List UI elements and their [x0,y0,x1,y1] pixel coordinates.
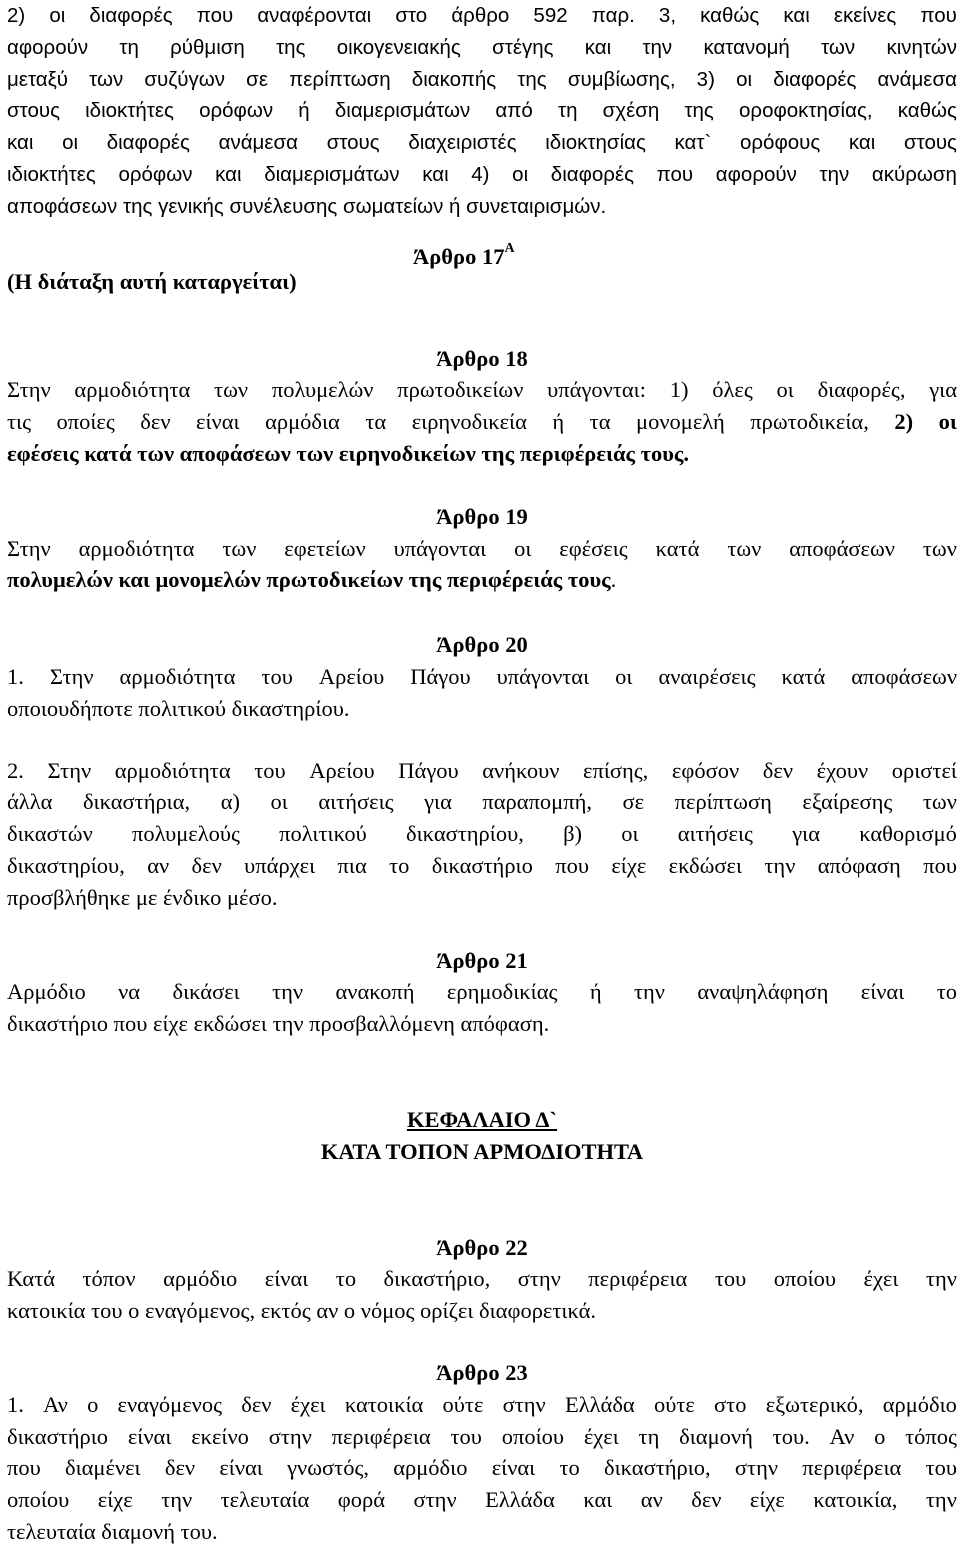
word: Πάγου [410,663,471,689]
word: αποφάσεων [789,535,895,561]
word: και [583,1487,613,1513]
word: όλες [712,377,753,403]
text-line [7,1484,957,1516]
word: απόφαση [817,852,901,878]
word: οι [621,821,639,847]
word: Ελλάδα [564,1391,635,1417]
word: δεν [191,852,222,878]
word: ούτε [442,1391,484,1417]
word: ακύρωση [871,162,957,186]
word: ερημοδικίας [446,979,558,1005]
word: φορά [337,1487,386,1513]
word: παραπομπή, [482,789,592,815]
word: Στην [49,663,94,689]
text-line: κατοικία του ο εναγόμενος, εκτός αν ο νόμος ορίζει διαφορετικά. [7,1298,597,1324]
text-line [7,786,957,818]
text-line: τελευταία διαμονή του. [7,1518,218,1544]
word: ορόφων [118,162,193,186]
word: ο [87,1391,99,1417]
word: 4) [471,162,490,186]
word: είχε [611,852,647,878]
word: ή [298,99,310,123]
word: διακοπής [411,67,497,91]
word: δεν [691,1487,722,1513]
word: καθώς [897,99,957,123]
word: έχει [583,1423,619,1449]
word: αρμοδιότητα [119,663,236,689]
word: στους [7,99,60,123]
word: κατά [781,663,826,689]
word: 1. [7,1391,24,1417]
word: αιτήσεις [318,789,394,815]
text-line [7,533,957,565]
word: δεν [762,757,794,783]
word: υπάγονται [393,535,487,561]
word: στην [517,1266,561,1292]
word: των [821,35,856,59]
word: το [335,1266,357,1292]
word: το [936,979,957,1005]
word: 1. [7,663,24,689]
word: σε [622,789,645,815]
article-heading: Άρθρο 18 [436,345,528,371]
word: τη [119,35,139,59]
word: για [792,821,820,847]
word: ιδιοκτήτες [7,162,96,186]
word: δικαστήριο [431,852,533,878]
text-line: οποιουδήποτε πολιτικού δικαστηρίου. [7,695,350,721]
word: το [389,852,410,878]
word: αναιρέσεις [658,663,756,689]
word: 2) [7,4,26,27]
word: καθορισμό [859,821,957,847]
word: στην [734,1455,779,1481]
word: την [634,979,665,1005]
word: στους [903,131,957,155]
word: είχε [749,1487,785,1513]
word: εξωτερικό, [765,1391,864,1417]
word: περιφέρεια [588,1266,688,1292]
word: της [684,99,714,123]
article-22 [7,1232,957,1327]
word: αρμοδιότητα [114,757,231,783]
word: του [261,663,293,689]
word: την [925,1487,957,1513]
text-line [7,976,957,1008]
word: κινητών [886,35,957,59]
chapter-title: ΚΕΦΑΛΑΙΟ Δ` [406,1106,558,1132]
word: υπάρχει [244,852,316,878]
word: διαμένει [64,1455,141,1481]
word: που [923,852,957,878]
article-heading: Άρθρο 19 [436,503,528,529]
word: τόπον [82,1266,136,1292]
text-line [7,1452,957,1484]
word: οι [49,4,66,27]
word: εφετείων [284,535,366,561]
word: Αρείου [318,663,385,689]
article-19 [7,501,957,596]
word: και [848,131,876,155]
word: ειρηνοδικεία [411,409,527,435]
word: αιτήσεις [677,821,753,847]
word: Αρμόδιο [7,979,86,1005]
word: να [118,979,141,1005]
word: Αν [43,1391,68,1417]
text-line: αποφάσεων της γενικής συνέλευσης σωματείων ή συνεταιρισμών. [7,194,607,218]
text-line: προσβλήθηκε με ένδικο μέσο. [7,884,278,910]
word: ιδιοκτήτες [85,99,174,123]
article-17 [7,237,957,343]
word: διαφορές, [817,377,906,403]
text-line [7,755,957,787]
word: του [925,1455,957,1481]
word: έχει [290,1391,326,1417]
document-page [7,0,957,1548]
word: αν [640,1487,663,1513]
word: στο [714,1391,747,1417]
word: την [642,35,673,59]
word: κατά [655,535,700,561]
word: την [272,979,304,1005]
word: των [214,377,249,403]
text-line [7,406,957,438]
word: δικάσει [172,979,240,1005]
word: στην [502,1391,546,1417]
word: αποφάσεων [851,663,957,689]
word: στο [395,4,428,27]
word: αναφέρονται [257,4,372,27]
word: τη [638,1423,660,1449]
word: διαμερισμάτων [264,162,400,186]
word: οποίου [501,1423,565,1449]
word: 2. [7,757,24,783]
word: αρμοδιότητα [78,535,195,561]
text-line [7,661,957,693]
word: ή [552,409,565,435]
word: αναψηλάφηση [697,979,829,1005]
text-line [7,374,957,406]
word: Στην [7,535,51,561]
word: έχουν [816,757,869,783]
word: την [764,852,796,878]
word: την [925,1266,957,1292]
word: των [922,535,957,561]
word: είχε [97,1487,133,1513]
word: δεν [140,409,171,435]
word: του [254,757,286,783]
word: οι [776,377,794,403]
word: διαμονή [679,1423,753,1449]
word: κατοικία [344,1391,424,1417]
chapter-subtitle: ΚΑΤΑ ΤΟΠΟΝ ΑΡΜΟΔΙΟΤΗΤΑ [320,1138,644,1164]
word: υπάγονται [496,663,590,689]
word: δεν [241,1391,272,1417]
word: οποίου [773,1266,837,1292]
word: τις [7,409,32,435]
word: ή [589,979,602,1005]
word: δεν [164,1455,196,1481]
word: άρθρο [451,4,510,27]
article-heading: Άρθρο 21 [436,947,528,973]
word: τα [589,409,611,435]
word: ορόφων [199,99,274,123]
word: οι [736,67,753,91]
word: ο [874,1423,886,1449]
word: της [517,67,547,91]
word: διαφορές [89,4,173,27]
word: εκείνο [191,1423,249,1449]
text-line [7,0,957,32]
word: αρμοδιότητα [74,377,191,403]
text-line: εφέσεις κατά των αποφάσεων των ειρηνοδικείων της περιφέρειάς τους. [7,440,690,466]
word: στους [326,131,380,155]
word: έχει [863,1266,899,1292]
word: β) [563,821,583,847]
word: δικαστηρίου, [7,852,125,878]
word: πολιτικού [279,821,367,847]
word: τη [557,99,578,123]
article-21 [7,945,957,1040]
article-23 [7,1357,957,1548]
word: που [7,1455,41,1481]
word: εξαίρεσης [802,789,893,815]
word: της [276,35,306,59]
word: αρμόδια [265,409,340,435]
word: τόπος [905,1423,957,1449]
word: οριστεί [891,757,957,783]
word: εναγόμενος [117,1391,222,1417]
word: τα [365,409,387,435]
word: αφορούν [7,35,89,59]
article-heading: Άρθρο 20 [436,632,528,658]
word: ρύθμιση [170,35,245,59]
article-18 [7,343,957,470]
text-line: πολυμελών και μονομελών πρωτοδικείων της περιφέρειάς τους . [7,567,617,593]
word: δικαστήριο, [383,1266,491,1292]
word: α) [220,789,240,815]
word: οροφοκτησίας, [739,99,873,123]
word: στην [268,1423,312,1449]
word: δικαστήριο [7,1423,109,1449]
word: σε [246,67,268,91]
word: οι [615,663,633,689]
word: παρ. [591,4,635,27]
word: και [783,4,810,27]
text-line [7,159,957,191]
word: την [819,162,850,186]
word: δικαστήρια, [82,789,191,815]
word: αρμόδιο [393,1455,468,1481]
word: και [422,162,449,186]
word: του. [772,1423,810,1449]
word: καθώς [700,4,760,27]
word: κατοικία, [813,1487,898,1513]
word: οικογενειακής [336,35,461,59]
word: είναι [264,1266,309,1292]
word: Κατά [7,1266,56,1292]
article-heading: Άρθρο 22 [436,1234,528,1260]
word: σχέση [602,99,660,123]
word: είναι [491,1455,536,1481]
word: από [495,99,533,123]
word: αρμόδιο [163,1266,238,1292]
word: δικαστήριο, [604,1455,711,1481]
text-line [7,95,957,127]
word: Στην [7,377,51,403]
word: για [424,789,452,815]
article-heading: Άρθρο $17^A$ [413,240,515,269]
word: πολυμελών [271,377,374,403]
text-line: δικαστήριο που είχε εκδώσει την προσβαλλόμενη απόφαση. [7,1011,550,1037]
text-line [7,127,957,159]
word: ανάμεσα [218,131,299,155]
word: αν [147,852,170,878]
word: δικαστηρίου, [406,821,524,847]
word: που [920,4,957,27]
word: μεταξύ [7,67,68,91]
word: 3, [658,4,677,27]
word: συμβίωσης, [567,67,676,91]
word: Αρείου [309,757,375,783]
word: εκδώσει [668,852,743,878]
word: οι [62,131,79,155]
word: διαχειριστές [408,131,517,155]
word: μονομελή [636,409,725,435]
article-heading: Άρθρο 23 [436,1359,528,1385]
word: ορόφους [739,131,821,155]
word: 592 [533,4,568,27]
superscript: Α [504,240,515,256]
word: είναι [219,1455,263,1481]
word: είναι [860,979,905,1005]
word: άλλα [7,789,53,815]
word: ούτε [653,1391,695,1417]
text-line [7,850,957,882]
text-line [7,1263,957,1295]
word: γνωστός, [287,1455,369,1481]
repealed-note: (Η διάταξη αυτή καταργείται) [7,268,297,294]
word: ανάμεσα [877,67,957,91]
word: που [555,852,589,878]
word: Ελλάδα [485,1487,555,1513]
word: που [196,4,234,27]
word: και [584,35,612,59]
chapter-heading [7,1104,957,1168]
word: οι [938,409,957,435]
word: οι [514,535,532,561]
word: διαφορές [106,131,190,155]
word: στην [413,1487,457,1513]
word: κατανομή [703,35,790,59]
text-line [7,1421,957,1453]
word: ανακοπή [335,979,415,1005]
word: που [656,162,694,186]
word: πρωτοδικείων [397,377,524,403]
text-line [7,818,957,850]
word: Αν [829,1423,855,1449]
word: του [450,1423,482,1449]
article-20 [7,629,957,913]
word: εφόσον [671,757,740,783]
word: οποίες [56,409,115,435]
word: τελευταία [220,1487,310,1513]
word: αρμόδιο [882,1391,957,1417]
word: εκείνες [833,4,897,27]
word: εφέσεις [559,535,628,561]
word: των [89,67,124,91]
word: αφορούν [715,162,797,186]
word: δικαστών [7,821,93,847]
word: Στην [47,757,92,783]
word: στέγης [492,35,554,59]
word: των [222,535,257,561]
word: περίπτωση [674,789,772,815]
word: διαμερισμάτων [334,99,471,123]
word: οι [512,162,529,186]
word: επίσης, [583,757,649,783]
word: πια [337,852,367,878]
word: την [161,1487,193,1513]
word: 1) [669,377,689,403]
word: 3) [696,67,715,91]
text-line [7,1389,957,1421]
word: διαφορές [773,67,857,91]
word: περιφέρεια [331,1423,431,1449]
word: συζύγων [144,67,226,91]
text-line [7,32,957,64]
word: των [727,535,762,561]
word: και [7,131,34,155]
word: περίπτωση [289,67,391,91]
word: διαφορές [550,162,634,186]
word: των [922,789,957,815]
word: Πάγου [398,757,459,783]
word: το [559,1455,580,1481]
word: 2) [894,409,914,435]
word: του [714,1266,747,1292]
intro-paragraph [7,0,957,223]
word: οποίου [7,1487,70,1513]
word: πρωτοδικεία, [750,409,869,435]
word: οι [270,789,288,815]
word: υπάγονται: [547,377,646,403]
word: πολυμελούς [131,821,240,847]
word: είναι [196,409,240,435]
word: για [929,377,957,403]
word: ανήκουν [482,757,560,783]
word: κατ` [674,131,712,155]
word: περιφέρεια [802,1455,902,1481]
text-line [7,64,957,96]
word: και [215,162,242,186]
word: ιδιοκτησίας [545,131,646,155]
word: είναι [127,1423,172,1449]
